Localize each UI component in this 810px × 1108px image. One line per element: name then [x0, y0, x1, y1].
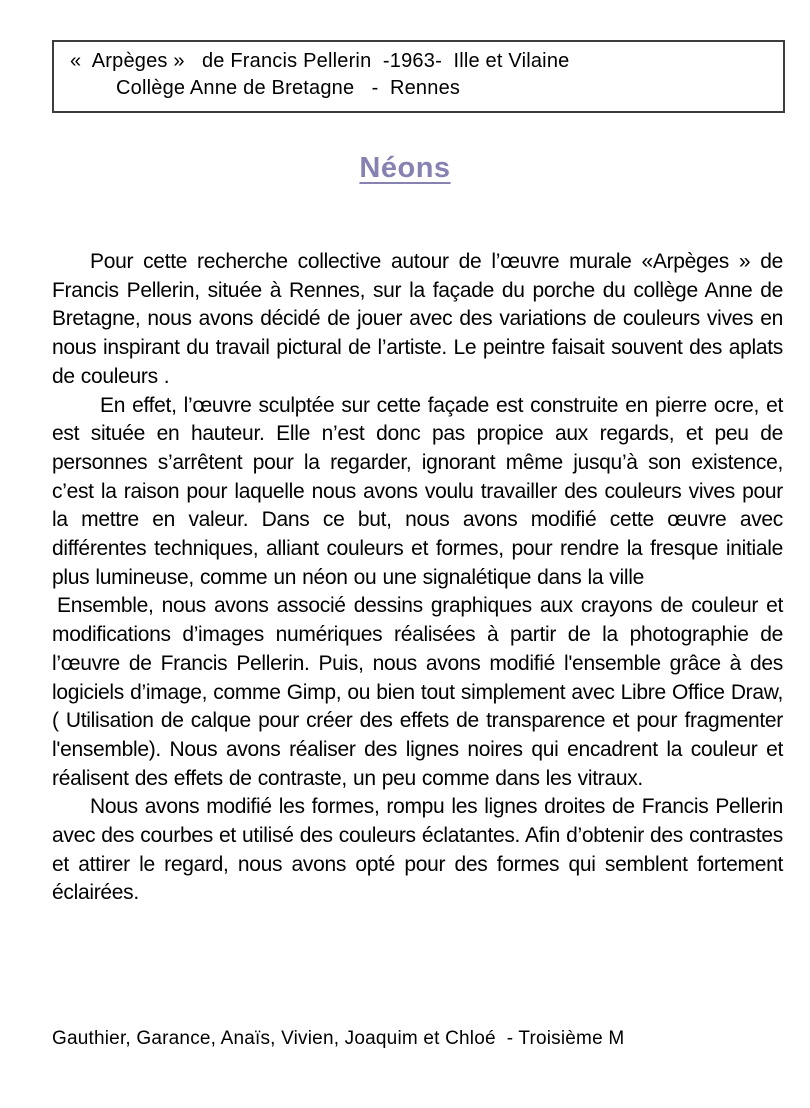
paragraph-context: En effet, l’œuvre sculptée sur cette façade est construite en pierre ocre, et est située en hauteur. Elle n’est donc pas propice aux regards, et peu de personnes s’arrêtent pour la regarder, ignorant même jusqu’à son existence, c’est la raison pour laquelle nous avons voulu travailler des couleurs vives pour la mettre en valeur. Dans ce but, nous avons modifié cette œuvre avec différentes techniques, alliant couleurs et formes, pour rendre la fresque initiale plus lumineuse, comme un néon ou une signalétique dans la ville — [52, 393, 783, 589]
header-line-2: Collège Anne de Bretagne - Rennes — [116, 77, 461, 99]
body-text — [52, 248, 783, 908]
title-container — [0, 152, 810, 185]
header-line-1: « Arpèges » de Francis Pellerin -1963- Ille et Vilaine — [70, 50, 570, 72]
page-title: Néons — [359, 152, 451, 184]
paragraph-techniques: Ensemble, nous avons associé dessins graphiques aux crayons de couleur et modifications d’images numériques réalisées à partir de la photographie de l’œuvre de Francis Pellerin. Puis, nous avons modifié l'ensemble grâce à des logiciels d’image, comme Gimp, ou bien tout simplement avec Libre Office Draw, ( Utilisation de calque pour créer des effets de transparence et pour fragmenter l'ensemble). Nous avons réaliser des lignes noires qui encadrent la couleur et réalisent des effets de contraste, un peu comme dans les vitraux. — [52, 594, 783, 790]
header-box — [52, 40, 785, 113]
paragraph-intro: Pour cette recherche collective autour de l’œuvre murale «Arpèges » de Francis Pellerin, située à Rennes, sur la façade du porche du collège Anne de Bretagne, nous avons décidé de jouer avec des variations de couleurs vives en nous inspirant du travail pictural de l’artiste. Le peintre faisait souvent des aplats de couleurs . — [52, 250, 783, 388]
paragraph-conclusion: Nous avons modifié les formes, rompu les lignes droites de Francis Pellerin avec des courbes et utilisé des couleurs éclatantes. Afin d’obtenir des contrastes et attirer le regard, nous avons opté pour des formes qui semblent fortement éclairées. — [52, 795, 783, 905]
footer-credits: Gauthier, Garance, Anaïs, Vivien, Joaquim et Chloé - Troisième M — [52, 1028, 625, 1049]
